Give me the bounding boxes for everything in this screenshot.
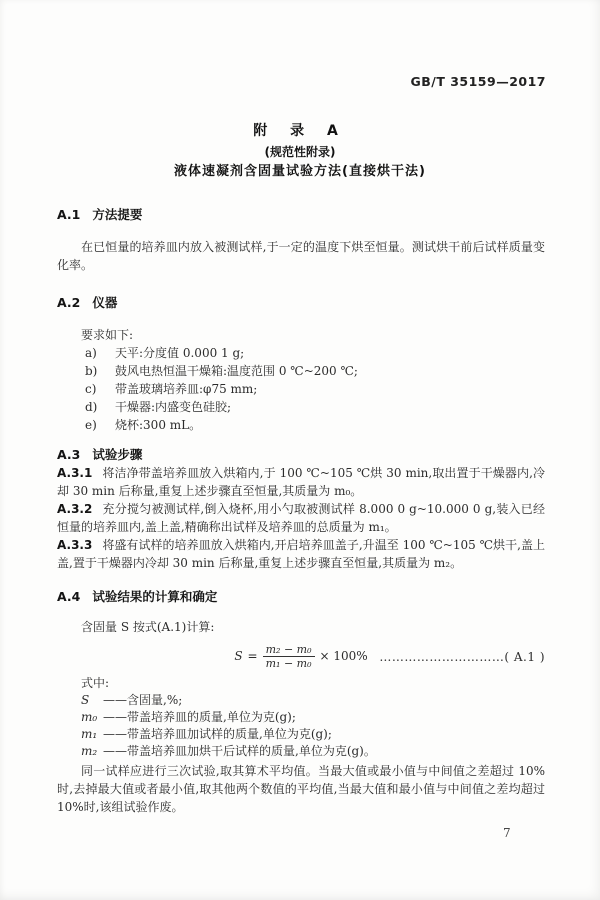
appendix-title-block xyxy=(0,120,600,182)
definition-row xyxy=(57,743,545,760)
formula-rhs: × 100% xyxy=(319,649,368,663)
section-a1-title: 方法提要 xyxy=(92,207,143,222)
equipment-item xyxy=(57,380,545,398)
equipment-item-marker: b) xyxy=(85,364,98,378)
symbol-definitions xyxy=(57,692,545,760)
section-a4-number: A.4 xyxy=(57,589,81,604)
definition-row xyxy=(57,726,545,743)
where-label: 式中: xyxy=(81,676,110,690)
step-a32-number: A.3.2 xyxy=(57,502,93,516)
equipment-item xyxy=(57,398,545,416)
equipment-list xyxy=(57,344,545,434)
section-a2-intro: 要求如下: xyxy=(81,328,134,342)
formula-a1-row xyxy=(57,640,545,672)
equipment-item-marker: c) xyxy=(85,382,97,396)
definition-term: S xyxy=(81,693,90,707)
formula-numerator: m₂ − m₀ xyxy=(263,643,315,657)
equipment-item xyxy=(57,362,545,380)
equipment-item-text: 天平:分度值 0.000 1 g; xyxy=(115,346,245,360)
step-a33-number: A.3.3 xyxy=(57,538,93,552)
formula-lhs: S xyxy=(234,649,243,663)
page-number: 7 xyxy=(503,826,511,840)
equipment-item-marker: e) xyxy=(85,418,97,432)
definition-term: m₀ xyxy=(81,710,98,724)
section-a2-number: A.2 xyxy=(57,295,81,310)
formula-fraction xyxy=(263,643,315,670)
closing-paragraph: 同一试样应进行三次试验,取其算术平均值。当最大值或最小值与中间值之差超过 10%时,去掉最大值或者最小值,取其他两个数值的平均值,当最大值和最小值与中间值之差均超过 10%时,该组试验作废。 xyxy=(57,764,545,814)
formula-label: ( A.1 ) xyxy=(504,650,545,664)
section-a4-heading xyxy=(57,588,545,606)
appendix-name: 液体速凝剂含固量试验方法(直接烘干法) xyxy=(174,164,426,179)
equipment-item xyxy=(57,416,545,434)
document-body xyxy=(57,200,545,816)
definition-term: m₂ xyxy=(81,744,98,758)
equipment-item-marker: d) xyxy=(85,400,98,414)
appendix-type: (规范性附录) xyxy=(264,145,336,159)
definition-desc: ——带盖培养皿加烘干后试样的质量,单位为克(g)。 xyxy=(103,744,376,758)
definition-desc: ——含固量,%; xyxy=(103,693,183,707)
section-a1-paragraph: 在已恒量的培养皿内放入被测试样,于一定的温度下烘至恒量。测试烘干前后试样质量变化率。 xyxy=(57,240,545,272)
section-a4-intro: 含固量 S 按式(A.1)计算: xyxy=(81,620,215,634)
equipment-item-text: 干燥器:内盛变色硅胶; xyxy=(115,400,232,414)
formula-equals: = xyxy=(247,649,258,663)
definition-term: m₁ xyxy=(81,727,98,741)
step-a32 xyxy=(57,500,545,536)
standard-number: GB/T 35159—2017 xyxy=(410,74,546,89)
equipment-item-marker: a) xyxy=(85,346,97,360)
formula-denominator: m₁ − m₀ xyxy=(265,656,312,670)
definition-desc: ——带盖培养皿加试样的质量,单位为克(g); xyxy=(103,727,332,741)
step-a31-number: A.3.1 xyxy=(57,466,93,480)
equipment-item-text: 烧杯:300 mL。 xyxy=(115,418,202,432)
section-a3-number: A.3 xyxy=(57,447,81,462)
step-a33 xyxy=(57,536,545,572)
section-a2-title: 仪器 xyxy=(92,295,118,310)
equipment-item xyxy=(57,344,545,362)
appendix-label: 附 录 A xyxy=(253,123,347,139)
formula-leader-dots: ………………………… xyxy=(379,650,505,664)
step-a33-text: 将盛有试样的培养皿放入烘箱内,开启培养皿盖子,升温至 100 ℃~105 ℃烘干,盖上盖,置于干燥器内冷却 30 min 后称量,重复上述步骤直至恒量,其质量为 m₂。 xyxy=(57,538,545,570)
definition-desc: ——带盖培养皿的质量,单位为克(g); xyxy=(103,710,296,724)
section-a3-title: 试验步骤 xyxy=(92,447,143,462)
equipment-item-text: 带盖玻璃培养皿:φ75 mm; xyxy=(115,382,258,396)
definition-row xyxy=(57,692,545,709)
section-a1-number: A.1 xyxy=(57,207,81,222)
section-a3-heading xyxy=(57,446,545,464)
definition-row xyxy=(57,709,545,726)
equipment-item-text: 鼓风电热恒温干燥箱:温度范围 0 ℃~200 ℃; xyxy=(115,364,358,378)
step-a31-text: 将洁净带盖培养皿放入烘箱内,于 100 ℃~105 ℃烘 30 min,取出置于干燥器内,冷却 30 min 后称量,重复上述步骤直至恒量,其质量为 m₀。 xyxy=(57,466,545,498)
section-a2-heading xyxy=(57,294,545,312)
section-a1-heading xyxy=(57,206,545,224)
formula-reference xyxy=(379,648,545,666)
step-a31 xyxy=(57,464,545,500)
step-a32-text: 充分搅匀被测试样,倒入烧杯,用小勺取被测试样 8.000 0 g~10.000 0 g,装入已经恒量的培养皿内,盖上盖,精确称出试样及培养皿的总质量为 m₁。 xyxy=(57,502,545,534)
section-a4-title: 试验结果的计算和确定 xyxy=(92,589,218,604)
